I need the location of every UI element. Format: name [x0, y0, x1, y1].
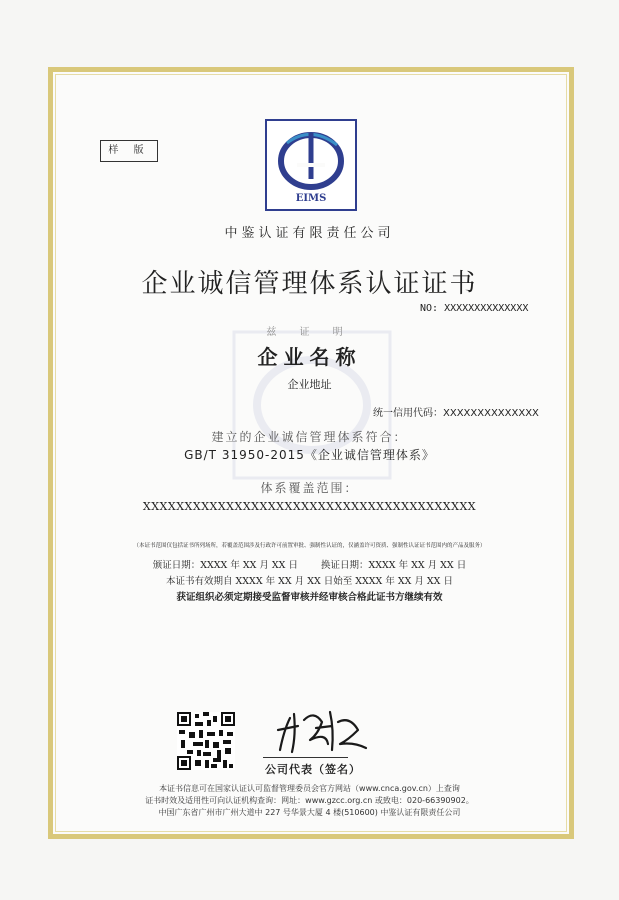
validity-condition: 获证组织必须定期接受监督审核并经审核合格此证书方继续有效 — [176, 592, 443, 603]
representative-label: 公司代表（签名） — [265, 763, 361, 776]
credit-code: 统一信用代码：XXXXXXXXXXXXXX — [373, 408, 539, 419]
certificate-title: 企业诚信管理体系认证证书 — [141, 269, 478, 299]
sample-stamp: 样 版 — [100, 140, 158, 162]
scope-label: 体系覆盖范围： — [260, 481, 359, 495]
handwritten-signature — [270, 700, 370, 755]
organization-name: 企业名称 — [257, 345, 362, 369]
logo-text: EIMS — [295, 193, 327, 204]
signature-line — [263, 757, 348, 758]
dates-row — [0, 557, 619, 571]
footer-line-2: 证书时效及适用性可向认证机构查询：网址：www.gzcc.org.cn 或致电：020-66390902。 — [145, 796, 474, 805]
issue-date: 颁证日期：XXXX 年 XX 月 XX 日 — [152, 560, 298, 571]
certify-label: 兹 证 明 — [266, 327, 353, 338]
eims-logo — [265, 119, 357, 211]
qr-code-icon — [177, 712, 235, 770]
standard-intro: 建立的企业诚信管理体系符合： — [211, 430, 408, 444]
footer-line-3: 中国广东省广州市广州大道中 227 号华景大厦 4 楼(510600) 中鉴认证有限责任公司 — [158, 808, 461, 817]
validity-period: 本证书有效期自 XXXX 年 XX 月 XX 日始至 XXXX 年 XX 月 XX 日 — [166, 576, 453, 587]
scope-note: （本证书范围仅包括证书所列场所，若覆盖范围涉及行政许可前置审批、强制性认证的，仅涵盖许可资质、强制性认证证书范围内的产品及服务） — [133, 543, 486, 549]
issuer-name: 中鉴认证有限责任公司 — [224, 226, 395, 241]
footer-line-1: 本证书信息可在国家认证认可监督管理委员会官方网站（www.cnca.gov.cn）上查询 — [159, 784, 460, 793]
organization-address: 企业地址 — [287, 378, 332, 391]
standard-name: GB/T 31950-2015《企业诚信管理体系》 — [184, 448, 435, 462]
scope-value: XXXXXXXXXXXXXXXXXXXXXXXXXXXXXXXXXXXXXXXX — [142, 500, 477, 513]
renew-date: 换证日期：XXXX 年 XX 月 XX 日 — [321, 560, 467, 571]
certificate-number: NO: XXXXXXXXXXXXXX — [420, 303, 529, 314]
